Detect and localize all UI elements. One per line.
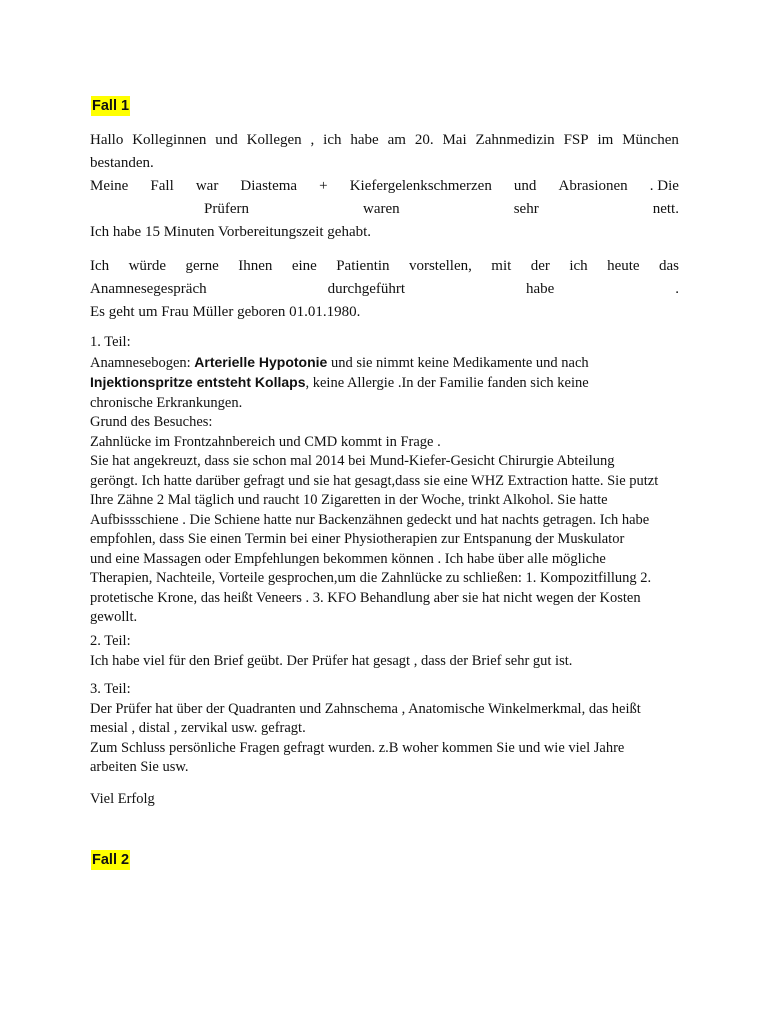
- teil-1-title: 1. Teil:: [90, 334, 131, 350]
- patient-line-1: [90, 255, 679, 278]
- teil-1-line: gewollt.: [90, 609, 138, 625]
- teil-3-section: [90, 680, 679, 778]
- word: Fall: [150, 178, 174, 194]
- word: im: [597, 132, 614, 148]
- word: vorstellen,: [408, 258, 472, 274]
- word: Kiefergelenkschmerzen: [349, 178, 492, 194]
- teil-1-section: [90, 333, 679, 628]
- word: FSP: [563, 132, 589, 148]
- word: Ihnen: [238, 258, 273, 274]
- word: . Die: [649, 178, 679, 194]
- teil-3-line: mesial , distal , zervikal usw. gefragt.: [90, 720, 306, 736]
- heading-fall-2: Fall 2: [92, 852, 130, 868]
- word: +: [319, 178, 328, 194]
- word: Zahnmedizin: [475, 132, 555, 148]
- word: der: [530, 258, 550, 274]
- teil-3-line: arbeiten Sie usw.: [90, 759, 189, 775]
- word: ich: [569, 258, 588, 274]
- teil-3-line: Der Prüfer hat über der Quadranten und Zahnschema , Anatomische Winkelmerkmal, das heißt: [90, 700, 641, 717]
- intro-line-2: bestanden.: [90, 155, 154, 171]
- heading-fall-1: Fall 1: [92, 98, 130, 114]
- word: .: [675, 281, 679, 297]
- bold-diagnosis: Arterielle Hypotonie: [194, 353, 328, 370]
- teil-1-line: Zahnlücke im Frontzahnbereich und CMD kommt in Frage .: [90, 433, 441, 450]
- closing-text: Viel Erfolg: [90, 791, 155, 807]
- teil-1-line: empfohlen, dass Sie einen Termin bei einer Physiotherapien zur Entspanung der Muskulator: [90, 531, 625, 547]
- word: habe: [525, 281, 555, 297]
- word: Hallo: [90, 132, 124, 148]
- intro-line-5: Ich habe 15 Minuten Vorbereitungszeit gehabt.: [90, 224, 372, 240]
- word: Meine: [90, 178, 129, 194]
- intro-line-3: [90, 175, 679, 198]
- teil-1-line: Sie hat angekreuzt, dass sie schon mal 2014 bei Mund-Kiefer-Gesicht Chirurgie Abteilung: [90, 453, 615, 469]
- word: Diastema: [240, 178, 298, 194]
- word: habe: [350, 132, 379, 148]
- word: Ich: [90, 258, 110, 274]
- word: und: [513, 178, 537, 194]
- closing-paragraph: [90, 790, 679, 810]
- teil-2-section: [90, 632, 679, 671]
- intro-paragraph: [90, 129, 679, 244]
- word: Kollegen: [246, 132, 302, 148]
- word: ich: [323, 132, 342, 148]
- word: Patientin: [336, 258, 390, 274]
- word: eine: [291, 258, 317, 274]
- word: Mai: [442, 132, 467, 148]
- word: Prüfern: [204, 201, 250, 217]
- word: war: [195, 178, 219, 194]
- word: 20.: [414, 132, 434, 148]
- word: würde: [128, 258, 167, 274]
- word: Anamnesegespräch: [90, 281, 207, 297]
- teil-1-line: Grund des Besuches:: [90, 414, 213, 430]
- word: nett.: [652, 201, 679, 217]
- word: München: [622, 132, 679, 148]
- teil-1-line-anamnese: [90, 353, 679, 374]
- word: mit: [491, 258, 512, 274]
- word: durchgeführt: [327, 281, 406, 297]
- teil-1-line: und eine Massagen oder Empfehlungen bekommen können . Ich habe über alle mögliche: [90, 550, 606, 567]
- word: am: [387, 132, 406, 148]
- word: sehr: [513, 201, 539, 217]
- word: Kolleginnen: [132, 132, 207, 148]
- teil-3-title: 3. Teil:: [90, 681, 131, 697]
- teil-1-line: protetische Krone, das heißt Veneers . 3. KFO Behandlung aber sie hat nicht wegen der Kosten: [90, 589, 641, 606]
- word: heute: [607, 258, 640, 274]
- text-segment: und sie nimmt keine Medikamente und nach: [327, 354, 589, 371]
- text-segment: , keine Allergie .In der Familie fanden sich keine: [305, 375, 589, 391]
- word: Abrasionen: [558, 178, 628, 194]
- teil-2-title: 2. Teil:: [90, 633, 131, 649]
- word: waren: [363, 201, 400, 217]
- bold-diagnosis: Injektionspritze entsteht Kollaps: [90, 374, 306, 390]
- intro-line-1: [90, 129, 679, 152]
- teil-1-line: Aufbissschiene . Die Schiene hatte nur Backenzähnen gedeckt und hat nachts getragen. Ich habe: [90, 511, 650, 528]
- teil-2-line: Ich habe viel für den Brief geübt. Der Prüfer hat gesagt , dass der Brief sehr gut ist.: [90, 652, 573, 669]
- teil-1-line: Therapien, Nachteile, Vorteile gesprochen,um die Zahnlücke zu schließen: 1. Kompozitfillung 2.: [90, 570, 652, 586]
- teil-1-line: Ihre Zähne 2 Mal täglich und raucht 10 Zigaretten in der Woche, trinkt Alkohol. Sie hatte: [90, 492, 608, 508]
- teil-3-line: Zum Schluss persönliche Fragen gefragt wurden. z.B woher kommen Sie und wie viel Jahre: [90, 739, 625, 756]
- teil-1-line: chronische Erkrankungen.: [90, 394, 243, 411]
- patient-line-2: [90, 278, 679, 301]
- patient-line-3: Es geht um Frau Müller geboren 01.01.1980.: [90, 304, 361, 320]
- word: gerne: [185, 258, 219, 274]
- patient-paragraph: [90, 255, 679, 324]
- teil-1-line: geröngt. Ich hatte darüber gefragt und sie hat gesagt,dass sie eine WHZ Extraction hatte. Sie putzt: [90, 472, 659, 489]
- teil-1-line-kollaps: [90, 373, 679, 394]
- text-segment: Anamnesebogen:: [90, 354, 195, 371]
- intro-line-4: [90, 198, 679, 221]
- word: ,: [310, 132, 315, 148]
- word: und: [215, 132, 238, 148]
- word: das: [658, 258, 679, 274]
